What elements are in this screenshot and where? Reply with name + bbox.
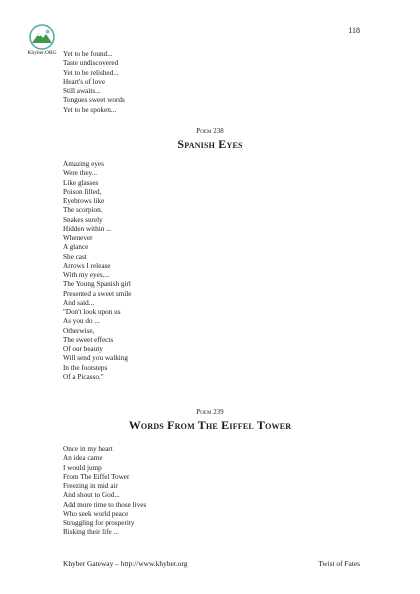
poem-line: Taste undiscovered	[63, 59, 119, 68]
poem-239-body	[63, 445, 146, 538]
poem-line: With my eyes....	[63, 271, 110, 279]
poem-line: Amazing eyes	[63, 160, 104, 168]
poem-line: Once in my heart	[63, 445, 113, 453]
poem-line: Of our beauty	[63, 345, 103, 353]
poem-line: Like glasses	[63, 178, 99, 187]
site-logo[interactable]	[21, 24, 63, 56]
poem-line: Presented a sweet smile	[63, 289, 132, 298]
poem-line: The Young Spanish girl	[63, 280, 131, 289]
poem-line: Otherwise,	[63, 326, 95, 335]
poem-line: Of a Picasso."	[63, 372, 104, 381]
poem-line: Add more time to those lives	[63, 500, 147, 509]
poem-line: Risking their life ...	[63, 528, 119, 537]
poem-line: The scorpion.	[63, 206, 103, 215]
poem-line: In the footsteps	[63, 363, 108, 372]
poem-line: The sweet effects	[63, 335, 114, 344]
poem-line: Snakes surely	[63, 215, 103, 224]
poem-line: Will send you walking	[63, 354, 128, 363]
poem-line: Whenever	[63, 234, 93, 242]
poem-line: Were they...	[63, 169, 98, 178]
poem-239-label: Poem 239	[196, 409, 224, 416]
footer-source[interactable]: Khyber Gateway – http://www.khyber.org	[63, 559, 188, 568]
page-number: 118	[348, 26, 360, 35]
poem-line: Eyebrows like	[63, 197, 105, 205]
poem-line: Hidden within ...	[63, 224, 112, 233]
poem-line: Struggling for prosperity	[63, 519, 135, 527]
poem-line: Arrows I release	[63, 261, 111, 270]
poem-line: Yet to be found...	[63, 50, 113, 58]
mountain-logo-icon	[28, 24, 56, 50]
poem-line: A glance	[63, 243, 89, 252]
poem-line: An idea came	[63, 454, 103, 463]
poem-238-label: Poem 238	[196, 128, 224, 135]
poem-line: Yet to be spoken...	[63, 105, 117, 114]
intro-stanza	[63, 50, 125, 115]
poem-line: She cast	[63, 252, 87, 261]
poem-line: Still awaits...	[63, 87, 101, 95]
poem-238-body	[63, 160, 131, 382]
footer-book-title: Twist of Fates	[318, 559, 360, 568]
poem-line: "Don't look upon us	[63, 308, 121, 316]
poem-line: As you do ...	[63, 317, 100, 326]
poem-238-title: Spanish Eyes	[177, 137, 243, 151]
poem-line: And said...	[63, 298, 95, 307]
poem-line: From The Eiffel Tower	[63, 472, 130, 481]
poem-line: Yet to be relished...	[63, 68, 119, 77]
poem-line: Who seek world peace	[63, 509, 129, 518]
poem-line: Heart's of love	[63, 77, 106, 86]
logo-text: Khyber.ORG	[27, 50, 57, 56]
poem-line: And shout to God...	[63, 491, 120, 500]
poem-line: Poison filled,	[63, 187, 102, 196]
poem-line: Freezing in mid air	[63, 482, 118, 490]
poem-line: I would jump	[63, 463, 102, 472]
poem-239-title: Words From The Eiffel Tower	[128, 418, 292, 432]
poem-line: Tongues sweet words	[63, 96, 125, 105]
